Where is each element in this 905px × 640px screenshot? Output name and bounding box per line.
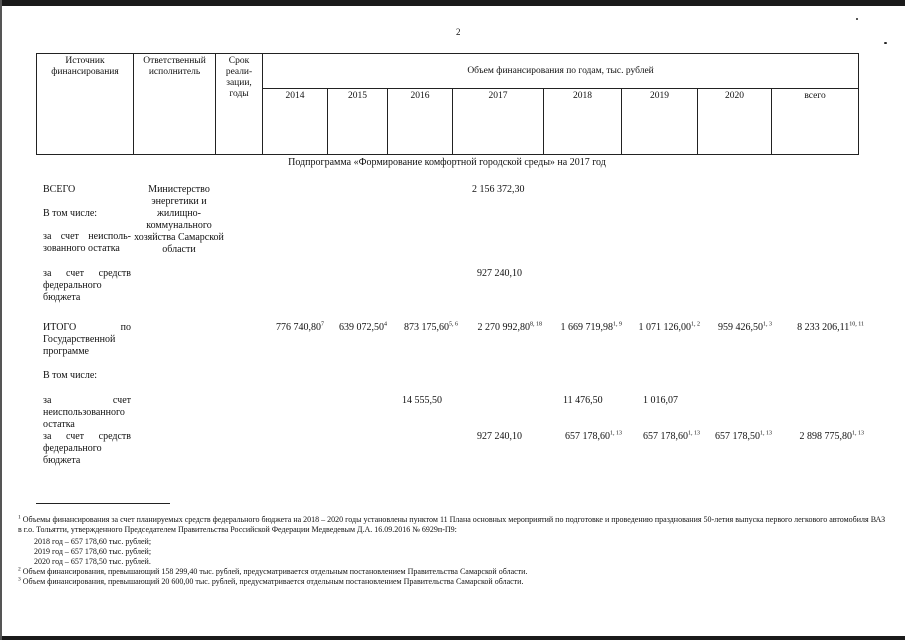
scan-speck: [856, 18, 858, 20]
footnote-1-year-2020: 2020 год – 657 178,50 тыс. рублей.: [34, 557, 151, 566]
itogo-federal-label: за счет средств федерального бюджета: [43, 431, 131, 466]
footnote-1: $^1$ Объемы финансирования за счет планируемых средств федерального бюджета на 2018 – 2020 годы установлены пунктом 11 Плана основных мероприятий по подготовке и проведению празднования 50-летия выпуска первого легкового автомобиля ВАЗ в г.о. Тольятти, утвержденного Председателем Правительства Российской Федерации Медведевым Д.А. 16.09.2016 № 6929п-П9:: [18, 514, 886, 534]
itogo-2018: 1 669 719,98$^{1, 9}$: [560, 321, 622, 333]
federal-budget-label: за счет средств федерального бюджета: [43, 268, 131, 303]
itogo-unused-2018: 11 476,50: [563, 395, 603, 406]
itogo-federal-2020: 657 178,50$^{1, 13}$: [715, 430, 772, 442]
itogo-2015: 639 072,50$^4$: [339, 321, 387, 333]
itogo-unused-2016: 14 555,50: [402, 395, 442, 406]
unused-balance-label: за счет неисполь-зованного остатка: [43, 231, 131, 254]
itogo-total: 8 233 206,11$^{10, 11}$: [797, 321, 864, 333]
itogo-federal-2017: 927 240,10: [477, 431, 522, 442]
page-number: 2: [456, 27, 461, 37]
itogo-2020: 959 426,50$^{1, 3}$: [718, 321, 772, 333]
header-volume: Объем финансирования по годам, тыс. рублей: [263, 54, 859, 89]
header-source: Источник финансирования: [37, 54, 134, 155]
header-total: всего: [772, 89, 859, 155]
scan-edge-bottom: [0, 636, 905, 640]
scan-edge-left: [0, 0, 2, 640]
responsible-executor: Министерство энергетики и жилищно-коммунального хозяйства Самарской области: [134, 184, 224, 255]
federal-2017-value: 927 240,10: [477, 268, 522, 279]
header-year: 2018: [544, 89, 622, 155]
itogo-unused-label: за счет неиспользованного остатка: [43, 395, 131, 430]
header-term: Срок реали-зации, годы: [216, 54, 263, 155]
header-year: 2017: [453, 89, 544, 155]
itogo-label: ИТОГО по Государственной программе: [43, 322, 131, 357]
itogo-unused-2019: 1 016,07: [643, 395, 678, 406]
itogo-2017: 2 270 992,80$^{8, 18}$: [477, 321, 542, 333]
itogo-2019: 1 071 126,00$^{1, 2}$: [638, 321, 700, 333]
header-year: 2019: [622, 89, 698, 155]
scan-edge-top: [0, 0, 905, 6]
header-year: 2016: [388, 89, 453, 155]
header-executor: Ответственный исполнитель: [134, 54, 216, 155]
itogo-federal-2019: 657 178,60$^{1, 13}$: [643, 430, 700, 442]
header-year: 2014: [263, 89, 328, 155]
subprogram-title: Подпрограмма «Формирование комфортной городской среды» на 2017 год: [288, 157, 606, 168]
footnote-separator: [36, 503, 170, 504]
header-year: 2015: [328, 89, 388, 155]
row-total-label: ВСЕГО: [43, 184, 76, 195]
including-label: В том числе:: [43, 208, 98, 219]
header-year: 2020: [698, 89, 772, 155]
footnote-1-year-2019: 2019 год – 657 178,60 тыс. рублей;: [34, 547, 152, 556]
scan-speck: [884, 42, 887, 44]
itogo-including-label: В том числе:: [43, 370, 98, 381]
footnote-3: $^3$ Объем финансирования, превышающий 20 600,00 тыс. рублей, предусматривается отдельным постановлением Правительства Самарской области.: [18, 576, 524, 586]
itogo-federal-total: 2 898 775,80$^{1, 13}$: [799, 430, 864, 442]
itogo-2016: 873 175,60$^{5, 6}$: [404, 321, 458, 333]
itogo-2014: 776 740,80$^7$: [276, 321, 324, 333]
financing-header-table: [36, 53, 858, 155]
footnote-2: $^2$ Объем финансирования, превышающий 158 299,40 тыс. рублей, предусматривается отдельным постановлением Правительства Самарской области.: [18, 566, 528, 576]
row-total-2017: 2 156 372,30: [472, 184, 525, 195]
itogo-federal-2018: 657 178,60$^{1, 13}$: [565, 430, 622, 442]
footnote-1-year-2018: 2018 год – 657 178,60 тыс. рублей;: [34, 537, 152, 546]
